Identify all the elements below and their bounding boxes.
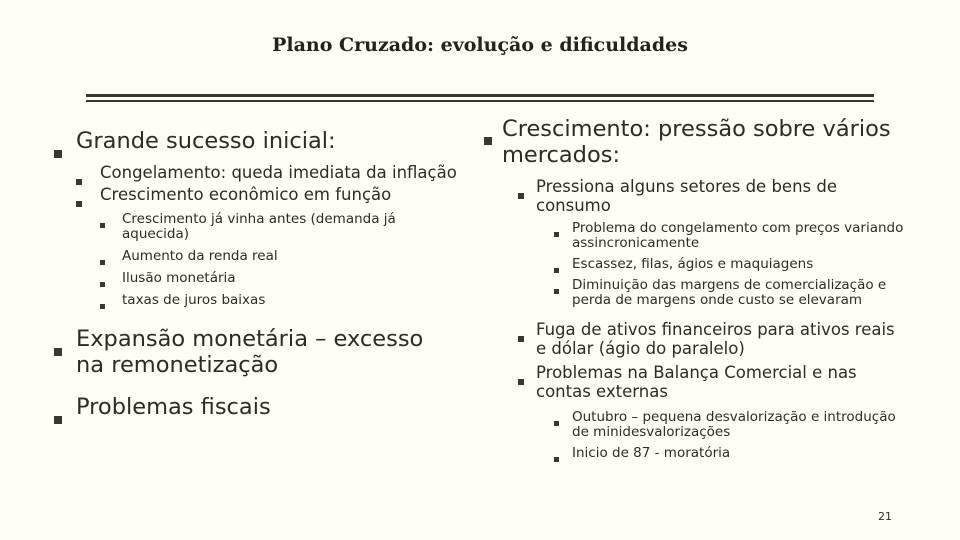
square-bullet-icon bbox=[54, 138, 62, 164]
list-item bbox=[100, 212, 442, 242]
list-item-text: Problemas na Balança Comercial e nas contas externas bbox=[536, 363, 857, 401]
square-bullet-icon bbox=[518, 370, 524, 389]
list-item bbox=[54, 326, 456, 378]
list-item bbox=[554, 410, 904, 440]
square-bullet-icon bbox=[518, 184, 524, 203]
square-bullet-icon bbox=[100, 298, 105, 313]
page-number: 21 bbox=[878, 510, 892, 523]
list-item-text: Crescimento econômico em função bbox=[100, 185, 392, 204]
list-item-text: Ilusão monetária bbox=[122, 270, 236, 286]
list-item bbox=[518, 177, 904, 215]
list-item bbox=[554, 446, 904, 461]
list-item-text: Pressiona alguns setores de bens de consumo bbox=[536, 177, 837, 215]
left-column bbox=[54, 128, 459, 420]
list-item bbox=[76, 163, 459, 182]
list-item bbox=[518, 363, 904, 401]
list-item bbox=[76, 185, 459, 204]
slide-title: Plano Cruzado: evolução e dificuldades bbox=[272, 34, 688, 56]
list-item bbox=[54, 394, 459, 420]
list-item bbox=[518, 320, 904, 358]
right-column bbox=[484, 116, 904, 461]
list-item-text: Problemas fiscais bbox=[76, 394, 271, 420]
list-item-text: Fuga de ativos financeiros para ativos reais e dólar (ágio do paralelo) bbox=[536, 320, 895, 358]
square-bullet-icon bbox=[518, 327, 524, 346]
square-bullet-icon bbox=[554, 283, 559, 298]
square-bullet-icon bbox=[100, 254, 105, 269]
list-item bbox=[100, 271, 459, 286]
square-bullet-icon bbox=[54, 404, 62, 430]
list-item bbox=[554, 278, 904, 308]
square-bullet-icon bbox=[76, 192, 82, 211]
title-rule-thick bbox=[86, 94, 874, 97]
square-bullet-icon bbox=[554, 415, 559, 430]
square-bullet-icon bbox=[100, 276, 105, 291]
list-item bbox=[54, 128, 459, 154]
square-bullet-icon bbox=[54, 336, 62, 362]
title-rule-thin bbox=[86, 100, 874, 102]
square-bullet-icon bbox=[100, 217, 105, 232]
square-bullet-icon bbox=[554, 451, 559, 466]
list-item-text: Problema do congelamento com preços variando assincronicamente bbox=[572, 220, 904, 251]
list-item-text: Diminuição das margens de comercialização e perda de margens onde custo se elevaram bbox=[572, 277, 887, 308]
list-item-text: Grande sucesso inicial: bbox=[76, 128, 336, 154]
list-item-text: Congelamento: queda imediata da inflação bbox=[100, 163, 457, 182]
square-bullet-icon bbox=[554, 226, 559, 241]
list-item-text: Crescimento: pressão sobre vários mercados: bbox=[502, 116, 891, 168]
list-item bbox=[554, 221, 904, 251]
list-item bbox=[100, 293, 459, 308]
list-item-text: Expansão monetária – excesso na remonetização bbox=[76, 326, 424, 378]
list-item-text: taxas de juros baixas bbox=[122, 292, 266, 308]
list-item-text: Outubro – pequena desvalorização e introdução de minidesvalorizações bbox=[572, 409, 896, 440]
square-bullet-icon bbox=[554, 262, 559, 277]
list-item-text: Inicio de 87 - moratória bbox=[572, 445, 731, 461]
list-item-text: Crescimento já vinha antes (demanda já aquecida) bbox=[122, 211, 396, 242]
list-item-text: Escassez, filas, ágios e maquiagens bbox=[572, 256, 814, 272]
list-item bbox=[484, 116, 892, 168]
list-item bbox=[554, 257, 904, 272]
list-item-text: Aumento da renda real bbox=[122, 248, 278, 264]
square-bullet-icon bbox=[484, 125, 492, 151]
list-item bbox=[100, 249, 459, 264]
